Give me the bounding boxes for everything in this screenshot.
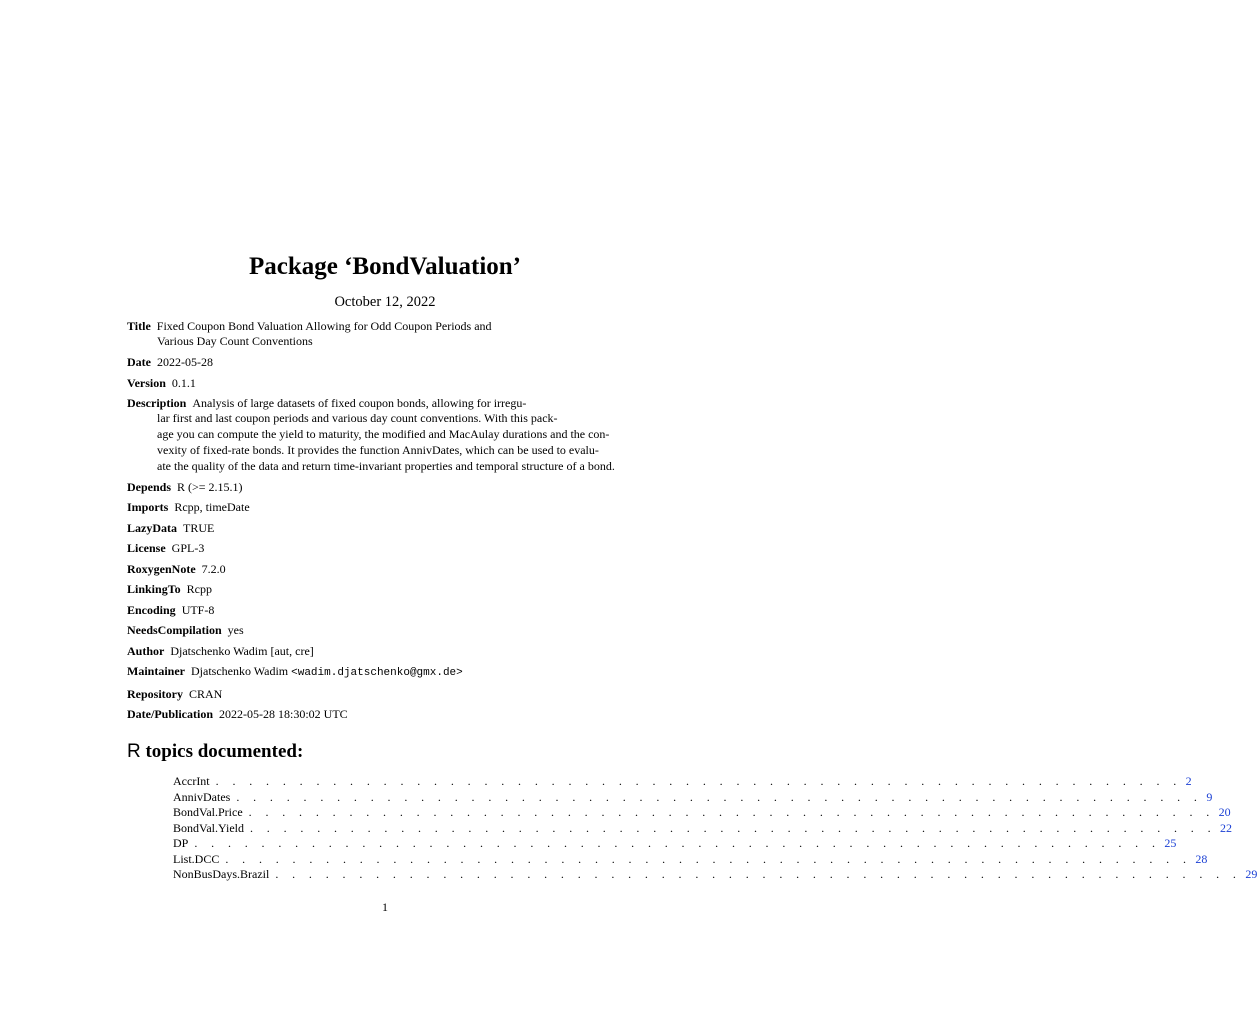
field-value: Djatschenko Wadim [aut, cre] <box>170 643 314 658</box>
toc-leader-dots: . . . . . . . . . . . . . . . . . . . . . . . . . . . . . . . . . . . . . . . . . . . . . . . . . . . . . . . . . . <box>275 867 1242 881</box>
document-date: October 12, 2022 <box>334 294 436 310</box>
field-linkingto <box>127 581 647 597</box>
field-maintainer <box>127 663 647 681</box>
toc-item[interactable] <box>173 851 1208 868</box>
field-label: RoxygenNote <box>127 561 196 576</box>
field-value-continued: Various Day Count Conventions <box>157 334 313 348</box>
field-needscompilation <box>127 622 647 638</box>
toc-item-page-link[interactable]: 9 <box>1206 789 1213 804</box>
field-label: Title <box>127 319 151 333</box>
toc-leader-dots: . . . . . . . . . . . . . . . . . . . . . . . . . . . . . . . . . . . . . . . . . . . . . . . . . . . . . . . . . . <box>194 836 1161 850</box>
toc-item-name[interactable]: DP <box>173 836 189 850</box>
field-repository <box>127 686 647 702</box>
field-value-continued: lar first and last coupon periods and various day count conventions. With this pack- <box>157 411 558 426</box>
toc-item-name[interactable]: AnnivDates <box>173 789 231 804</box>
toc-heading-r: R <box>127 741 141 762</box>
toc-item-name[interactable]: NonBusDays.Brazil <box>173 867 270 881</box>
field-value: TRUE <box>183 520 215 535</box>
field-label: Repository <box>127 686 183 701</box>
toc-item[interactable] <box>173 805 1231 821</box>
toc-heading-text: topics documented: <box>140 741 304 762</box>
field-label: License <box>127 541 166 556</box>
field-encoding <box>127 602 647 618</box>
field-lazydata <box>127 520 647 536</box>
toc-item[interactable] <box>173 774 1192 790</box>
field-label: Version <box>127 375 166 390</box>
field-label: Date/Publication <box>127 707 213 722</box>
field-date <box>127 354 647 370</box>
field-label: Date <box>127 355 151 370</box>
field-value: yes <box>227 623 244 638</box>
field-value-continued: ate the quality of the data and return time-invariant properties and temporal structure of a bond. <box>157 458 615 473</box>
toc-item-page-link[interactable]: 20 <box>1218 805 1231 819</box>
field-title <box>127 318 647 350</box>
field-label: Author <box>127 643 165 658</box>
toc-item-page-link[interactable]: 25 <box>1164 836 1177 850</box>
toc-leader-dots: . . . . . . . . . . . . . . . . . . . . . . . . . . . . . . . . . . . . . . . . . . . . . . . . . . . . . . . . . . <box>248 805 1215 819</box>
toc-item-page-link[interactable]: 22 <box>1220 820 1232 835</box>
package-fields <box>127 318 647 722</box>
maintainer-name: Djatschenko Wadim <box>191 664 289 679</box>
page-number: 1 <box>382 900 388 914</box>
toc-item-page-link[interactable]: 28 <box>1195 851 1208 866</box>
field-license <box>127 540 647 556</box>
field-value-continued: age you can compute the yield to maturity, the modified and MacAulay durations and the con- <box>157 427 610 442</box>
toc-item-name[interactable]: List.DCC <box>173 851 220 866</box>
toc-leader-dots: . . . . . . . . . . . . . . . . . . . . . . . . . . . . . . . . . . . . . . . . . . . . . . . . . . . . . . . . . . <box>236 789 1203 804</box>
toc-item-name[interactable]: AccrInt <box>173 774 210 788</box>
field-value-continued: vexity of fixed-rate bonds. It provides the function AnnivDates, which can be used to evalu- <box>157 442 599 457</box>
field-author <box>127 643 647 659</box>
field-value: Rcpp <box>186 582 212 597</box>
field-label: LazyData <box>127 520 177 535</box>
toc-heading <box>127 739 303 765</box>
field-description <box>127 395 647 474</box>
field-publication <box>127 706 647 722</box>
field-value: R (>= 2.15.1) <box>177 479 243 494</box>
field-value: Fixed Coupon Bond Valuation Allowing for Odd Coupon Periods and <box>156 319 492 333</box>
toc-item-name[interactable]: BondVal.Yield <box>173 820 244 835</box>
field-label: Encoding <box>127 602 176 617</box>
field-value: 2022-05-28 <box>157 355 213 370</box>
field-value: UTF-8 <box>181 602 215 617</box>
document-title: Package ‘BondValuation’ <box>248 253 522 280</box>
field-value: CRAN <box>189 686 223 701</box>
toc-list <box>173 774 1257 883</box>
toc-item[interactable] <box>173 789 1213 806</box>
toc-leader-dots: . . . . . . . . . . . . . . . . . . . . . . . . . . . . . . . . . . . . . . . . . . . . . . . . . . . . . . . . . . <box>215 774 1182 788</box>
toc-leader-dots: . . . . . . . . . . . . . . . . . . . . . . . . . . . . . . . . . . . . . . . . . . . . . . . . . . . . . . . . . . <box>250 820 1216 835</box>
field-value: Rcpp, timeDate <box>174 500 250 515</box>
toc-item[interactable] <box>173 836 1177 852</box>
field-label: Imports <box>127 500 169 515</box>
field-label: Depends <box>127 479 172 494</box>
field-value: Analysis of large datasets of fixed coupon bonds, allowing for irregu- <box>192 396 527 411</box>
toc-item[interactable] <box>173 820 1232 837</box>
toc-item-page-link[interactable]: 29 <box>1245 867 1257 881</box>
toc-item-page-link[interactable]: 2 <box>1185 774 1192 788</box>
maintainer-email[interactable]: <wadim.djatschenko@gmx.de> <box>291 667 463 680</box>
field-value: 0.1.1 <box>171 375 196 390</box>
toc-item-name[interactable]: BondVal.Price <box>173 805 243 819</box>
toc-leader-dots: . . . . . . . . . . . . . . . . . . . . . . . . . . . . . . . . . . . . . . . . . . . . . . . . . . . . . . . . . . <box>225 851 1192 866</box>
toc-item[interactable] <box>173 867 1257 883</box>
field-version <box>127 375 647 391</box>
field-label: NeedsCompilation <box>127 623 222 638</box>
field-value: 2022-05-28 18:30:02 UTC <box>219 707 348 722</box>
field-value: GPL-3 <box>171 541 205 556</box>
field-label: Maintainer <box>127 664 185 679</box>
field-label: Description <box>127 396 187 411</box>
field-depends <box>127 479 647 495</box>
field-value: 7.2.0 <box>201 561 226 576</box>
field-imports <box>127 499 647 515</box>
field-label: LinkingTo <box>127 582 181 597</box>
field-roxygennote <box>127 561 647 577</box>
